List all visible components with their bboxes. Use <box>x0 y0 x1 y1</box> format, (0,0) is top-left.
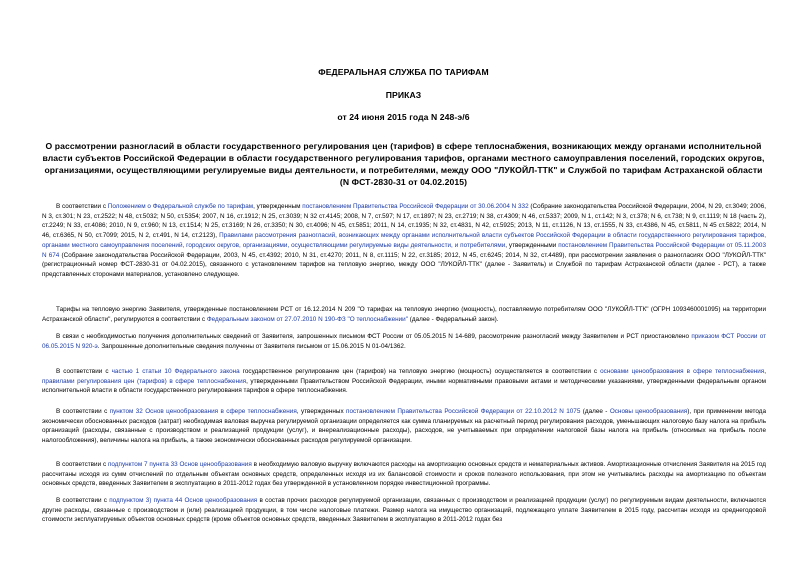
paragraph-1 <box>42 202 766 280</box>
paragraph-2 <box>42 305 766 324</box>
text: Тарифы на тепловую энергию Заявителя, утвержденные постановлением РСТ от 16.12.2014 N 209 "О тарифах на тепловую энергию (мощность), поставляемую потребителям ООО "ЛУКОЙЛ-ТТК" (ОГРН 1093460001095) на территории Астраханской области", регулируются в соответствии с <box>42 306 766 323</box>
link-federal-law-190[interactable]: Федеральным законом от 27.07.2010 N 190-ФЗ "О теплоснабжении" <box>206 315 408 323</box>
link-order-920[interactable]: приказом ФСТ России от 06.05.2015 N 920-э <box>42 333 766 350</box>
text: (Собрание законодательства Российской Федерации, 2003, N 45, ст.4392; 2010, N 31, ст.4270; 2011, N 8, ст.1115; N 22, ст.3185; 2012, N 45, ст.6245; 2014, N 32, ст.4489), при рассмотрении заявления о разногласиях ООО "ЛУКОЙЛ-ТТК" (регистрационный номер ФСТ-2830-31 от 04.02.2015), связанного с установлением тарифов на тепловую энергию, между ООО "ЛУКОЙЛ-ТТК" (далее - Заявитель) и Службой по тарифам Астраханской области (далее - РСТ), а также представленных сторонами материалов, установлено следующее. <box>42 251 766 278</box>
link-subpoint-3-point-44[interactable]: подпунктом 3) пункта 44 Основ ценообразования <box>109 497 258 504</box>
text: государственное регулирование цен (тарифов) на тепловую энергию (мощность) осуществляется в соответствии с <box>239 368 601 375</box>
text: (Собрание законодательства Российской Федерации, 2004, N 29, ст.3049; 2006, N 3, ст.301; N 23, ст.2522; N 48, ст.5032; N 50, ст.5354; 2007, N 16, ст.1912; N 25, ст.3039; N 32 ст.4145; 2008, N 7, ст.597; N 17, ст.1897; N 23, ст.2719; N 38, ст.4309; N 46, ст.5337; 2009, N 1, ст.142; N 3, ст.378; N 6, ст.738; N 9, ст.1119; N 18 (часть 2), ст.2249; N 33, ст.4086; 2010, N 9, ст.960; N 13, ст.1514; N 25, ст.3169; N 26, ст.3350; N 30, ст.4096; N 45, ст.5851; 2011, N 14, ст.1935; N 32, ст.4831, N 42, ст.5925; 2013, N 11, ст.1126, N 13, ст.1555, N 33, ст.4386, N 45, ст.5811, N 45 ст.5822; 2014, N 46, ст.6365, N 50, ст.7099; 2015, N 2, ст.491, N 14, ст.2123), <box>42 203 767 240</box>
link-subpoint-7-point-33[interactable]: подпунктом 7 пункта 33 Основ ценообразования <box>107 461 252 468</box>
text: В соответствии с <box>56 408 110 415</box>
text: , утвержденными Правительством Российской Федерации, иными нормативными правовыми актами и методическими указаниями, утвержденными федеральным органом исполнительной власти в области государственного регулирования тарифов в сфере теплоснабжения. <box>42 377 766 395</box>
text: В соответствии с <box>56 368 112 375</box>
text: В соответствии с <box>56 461 108 468</box>
text: , утвержденным <box>253 203 303 210</box>
link-tariff-rules[interactable]: правилами регулирования цен (тарифов) в сфере теплоснабжения <box>42 377 247 385</box>
paragraph-5 <box>42 407 766 446</box>
text: (далее - Федеральный закон). <box>407 315 499 323</box>
text: В связи с необходимостью получения дополнительных сведений от Заявителя, запрошенных письмом ФСТ России от 05.05.2015 N 14-689, рассмотрение разногласий между Заявителем и РСТ приостановлено <box>56 333 692 340</box>
paragraph-3 <box>42 332 766 351</box>
text: . Запрошенные дополнительные сведения получены от Заявителя письмом от 15.06.2015 N 01-04/1362. <box>97 342 406 350</box>
link-dispute-rules[interactable]: Правилами рассмотрения разногласий, возникающих между органами исполнительной власти субъектов Российской Федерации в области государственного регулирования тарифов, органами местного самоуправления поселений, городских округов, организациями, осуществляющими регулируемые виды деятельности, и потребителями <box>42 232 766 249</box>
text: , утвержденных <box>296 408 347 415</box>
link-decree-674[interactable]: постановлением Правительства Российской Федерации от 05.11.2003 N 674 <box>42 241 766 259</box>
link-point-32[interactable]: пунктом 32 Основ ценообразования в сфере теплоснабжения <box>109 408 297 415</box>
text: , утвержденными <box>505 241 559 249</box>
text: ), при применении метода экономически обоснованных расходов (затрат) необходимая валовая выручка регулируемой организации определяется как сумма планируемых на расчетный период регулирования расходов, уменьшающих налоговую базу налога на прибыль организаций (расходы, связанные с производством и реализацией продукции (услуг), и внереализационные расходы), расходов, не учитываемых при определении налоговой базы налога на прибыль (относимых на прибыль после налогообложения), величины налога на прибыль, а также экономически обоснованных расходов регулируемой организации. <box>42 408 767 445</box>
document-title: О рассмотрении разногласий в области государственного регулирования цен (тарифов) в сфере теплоснабжения, возникающих между органами исполнительной власти субъектов Российской Федерации в области государственного регулирования тарифов, органами местного самоуправления поселений, городских округов, организациями, осуществляющими регулируемые виды деятельности, и потребителями, между ООО "ЛУКОЙЛ-ТТК" и Службой по тарифам Астраханской области (N ФСТ-2830-31 от 04.02.2015) <box>42 141 765 187</box>
link-decree-1075[interactable]: постановлением Правительства Российской Федерации от 22.10.2012 N 1075 <box>346 408 581 415</box>
link-pricing-basics[interactable]: основами ценообразования в сфере теплоснабжения <box>600 368 765 375</box>
paragraph-6 <box>42 460 766 489</box>
link-article-10[interactable]: частью 1 статьи 10 Федерального закона <box>111 368 240 375</box>
link-fst-regulation[interactable]: Положением о Федеральной службе по тарифам <box>107 203 254 210</box>
paragraph-4 <box>42 367 766 396</box>
text: В соответствии с <box>56 203 108 210</box>
paragraph-7 <box>42 496 766 525</box>
text: (далее - <box>580 408 610 415</box>
document-type: ПРИКАЗ <box>385 90 422 100</box>
document-date: от 24 июня 2015 года N 248-э/6 <box>337 112 470 122</box>
text: в состав прочих расходов регулируемой организации, связанных с производством и реализацией продукции (услуг) по регулируемым видам деятельности, включаются другие расходы, связанные с производством и (или) реализацией продукции, в том числе налоговые платежи. Размер налога на имущество организаций, подлежащего уплате Заявителем в 2015 году, рассчитан исходя из среднегодовой стоимости эксплуатируемых объектов основных средств (кроме объектов основных средств, введенных Заявителем в эксплуатацию в 2011-2012 годах без <box>42 497 766 524</box>
text: , <box>764 368 766 375</box>
text: в необходимую валовую выручку включаются расходы на амортизацию основных средств и нематериальных активов. Амортизационные отчисления Заявителя на 2015 год рассчитаны исходя из сумм отчислений по отдельным объектам основных средств, определенных исходя из их балансовой стоимости и сроков полезного использования, при этом не учитывались расходы на амортизацию по объектам основных средств, введенных Заявителем в эксплуатацию в 2011-2012 годах без утвержденной в установленном порядке инвестиционной программы. <box>42 461 766 488</box>
agency-name: ФЕДЕРАЛЬНАЯ СЛУЖБА ПО ТАРИФАМ <box>318 67 489 77</box>
link-pricing-basics-short[interactable]: Основы ценообразования <box>609 408 688 415</box>
text: В соответствии с <box>56 497 110 504</box>
link-decree-332[interactable]: постановлением Правительства Российской Федерации от 30.06.2004 N 332 <box>302 203 529 210</box>
